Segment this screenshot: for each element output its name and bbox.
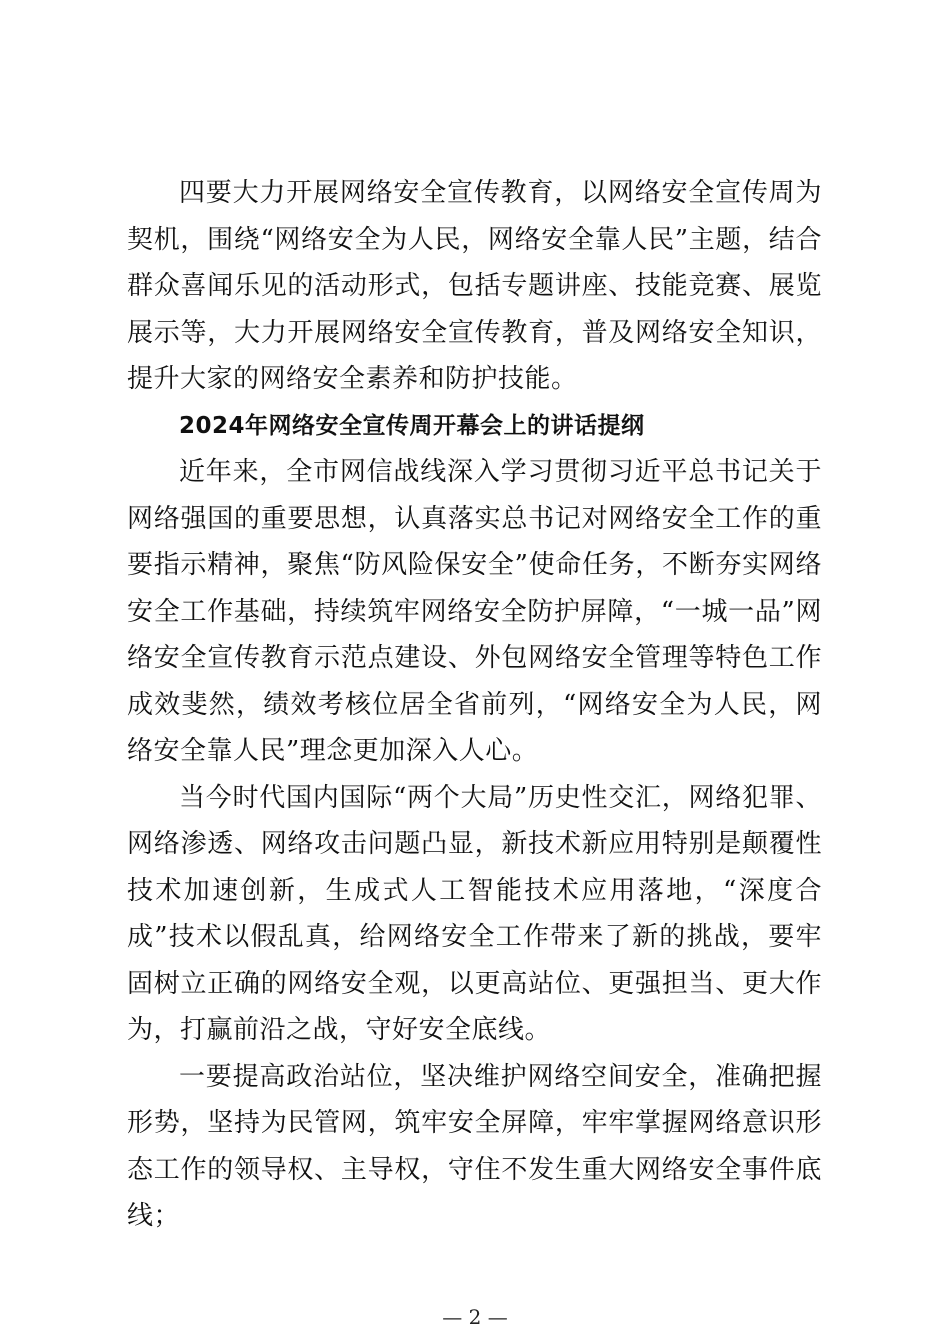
paragraph-first-point: 一要提高政治站位，坚决维护网络空间安全，准确把握形势，坚持为民管网，筑牢安全屏障，牢牢掌握网络意识形态工作的领导权、主导权，守住不发生重大网络安全事件底线； (127, 1061, 822, 1231)
paragraph-current-era: 当今时代国内国际“两个大局”历史性交汇，网络犯罪、网络渗透、网络攻击问题凸显，新技术新应用特别是颠覆性技术加速创新，生成式人工智能技术应用落地，“深度合成”技术以假乱真，给网络安全工作带来了新的挑战，要牢固树立正确的网络安全观，以更高站位、更强担当、更大作为，打赢前沿之战，守好安全底线。 (127, 782, 822, 1045)
document-body (127, 170, 822, 1240)
paragraph-fourth-point: 四要大力开展网络安全宣传教育，以网络安全宣传周为契机，围绕“网络安全为人民，网络安全靠人民”主题，结合群众喜闻乐见的活动形式，包括专题讲座、技能竞赛、展览展示等，大力开展网络安全宣传教育，普及网络安全知识，提升大家的网络安全素养和防护技能。 (127, 178, 822, 394)
page-number: — 2 — (442, 1305, 508, 1329)
section-heading: 2024年网络安全宣传周开幕会上的讲话提纲 (179, 412, 645, 439)
paragraph-recent-years: 近年来，全市网信战线深入学习贯彻习近平总书记关于网络强国的重要思想，认真落实总书记对网络安全工作的重要指示精神，聚焦“防风险保安全”使命任务，不断夯实网络安全工作基础，持续筑牢网络安全防护屏障，“一城一品”网络安全宣传教育示范点建设、外包网络安全管理等特色工作成效斐然，绩效考核位居全省前列，“网络安全为人民，网络安全靠人民”理念更加深入人心。 (127, 457, 822, 766)
